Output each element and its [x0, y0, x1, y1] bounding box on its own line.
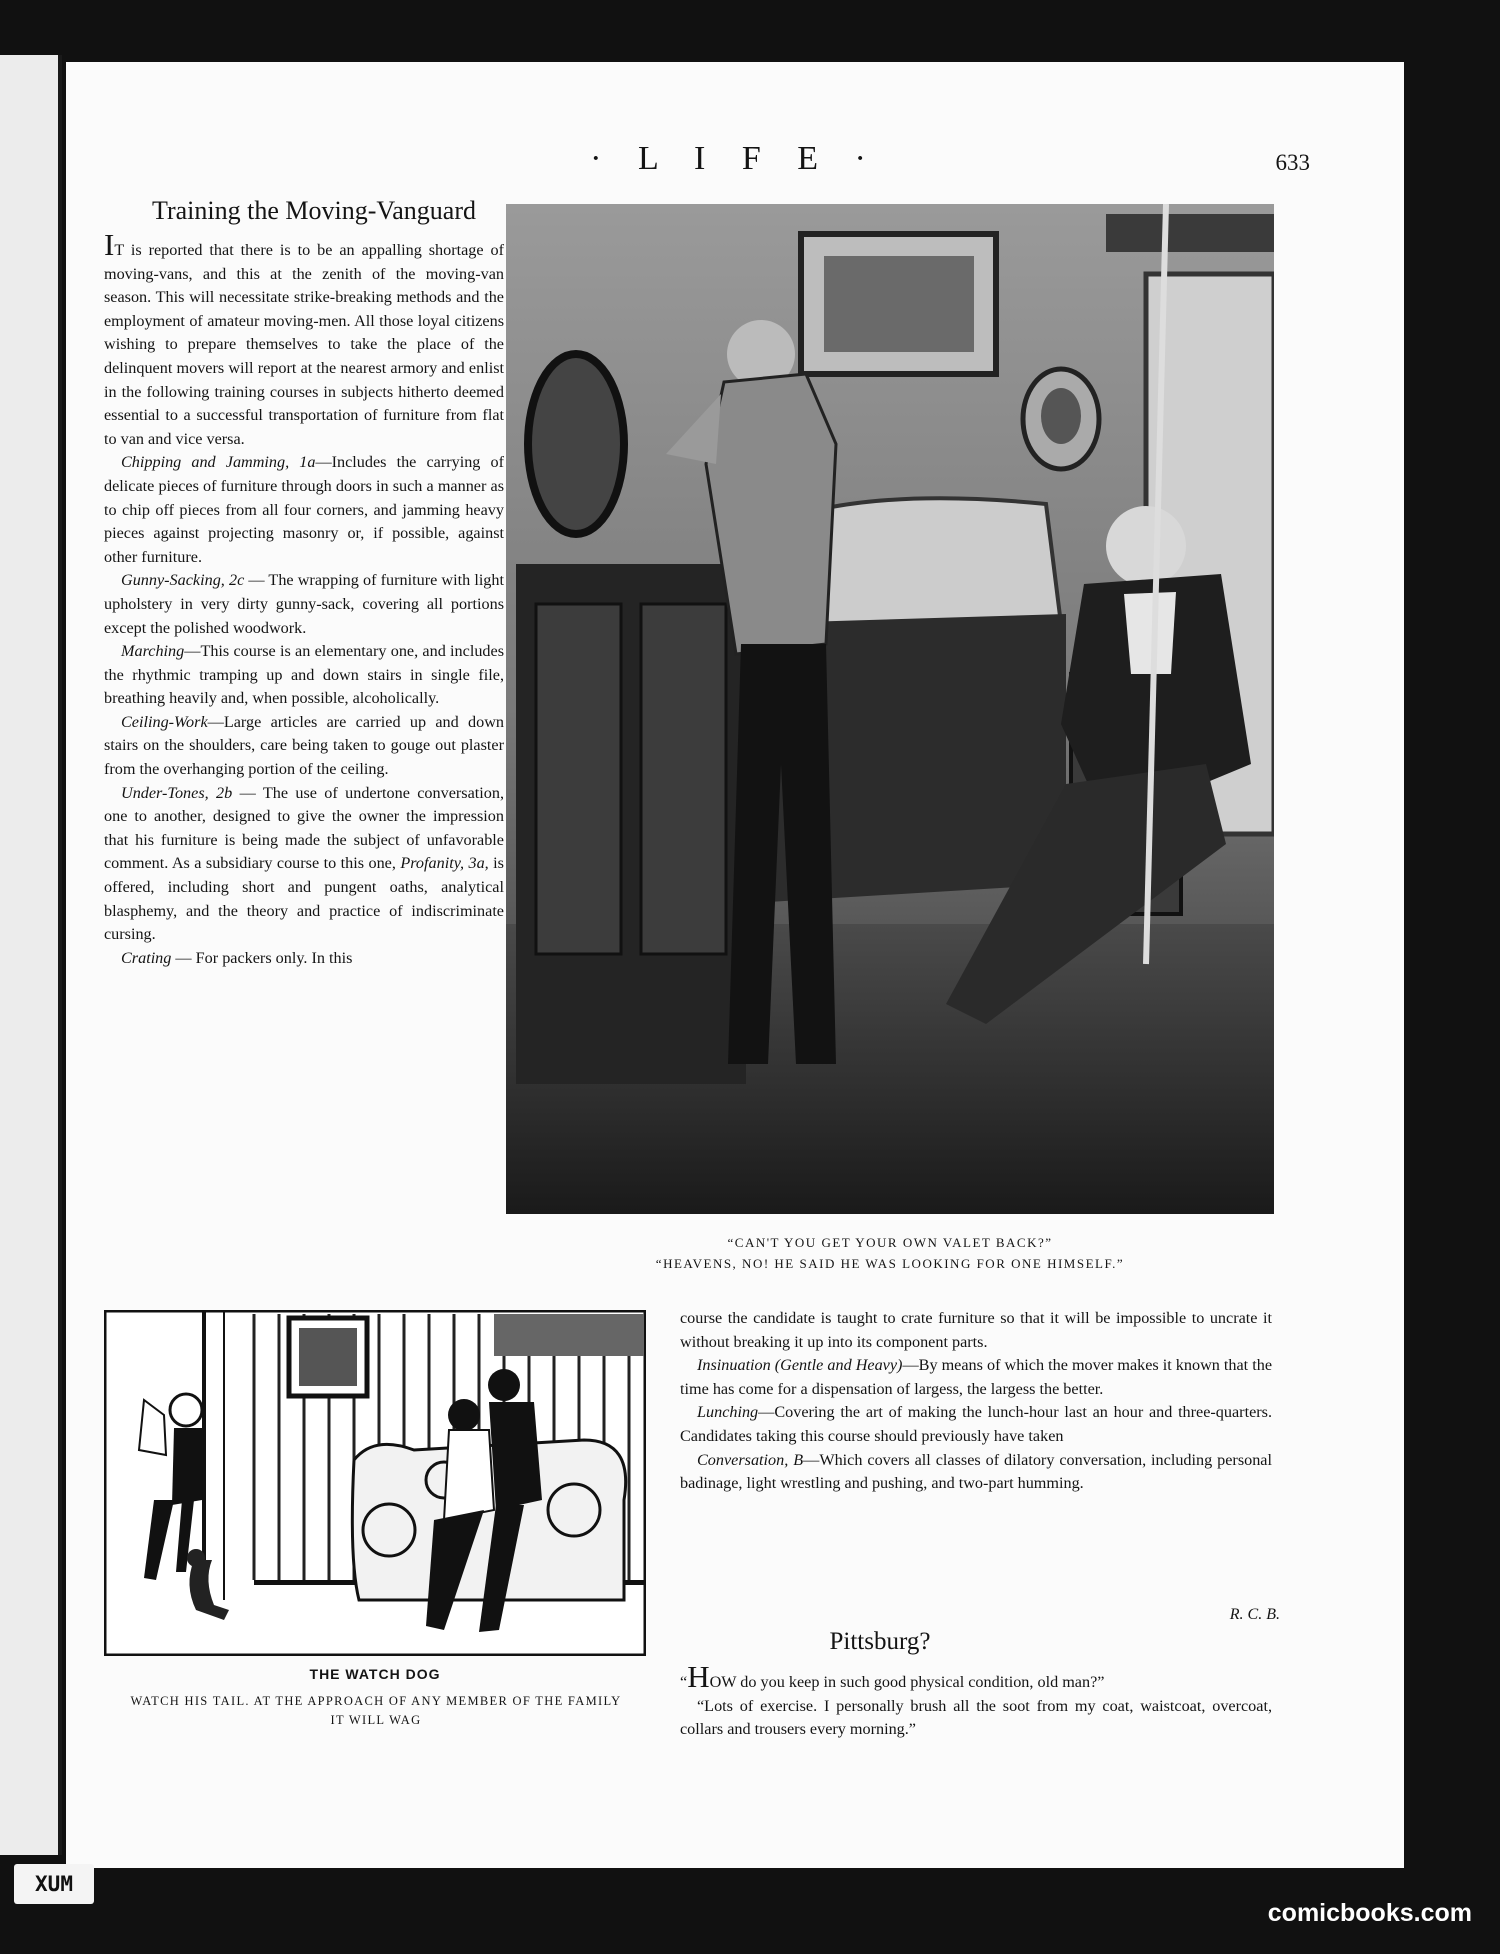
cartoon-title: THE WATCH DOG — [309, 1666, 441, 1682]
course-lunching: Lunching—Covering the art of making the lunch-hour last an hour and three-quarters. Candidates taking this course should previously have taken — [680, 1403, 1272, 1445]
caption-line-1: “CAN'T YOU GET YOUR OWN VALET BACK?” — [727, 1235, 1053, 1250]
illustration-drawing — [506, 204, 1274, 1214]
cartoon-caption: WATCH HIS TAIL. AT THE APPROACH OF ANY MEMBER OF THE FAMILY IT WILL WAG — [130, 1694, 622, 1727]
page-number: 633 — [1275, 150, 1310, 175]
watermark: comicbooks.com — [1267, 1899, 1472, 1927]
course-ceiling-work: Ceiling-Work—Large articles are carried up and down stairs on the shoulders, care being taken to gouge out plaster from the overhanging portion of the ceiling. — [104, 712, 504, 779]
dropcap: I — [104, 227, 115, 262]
course-marching: Marching—This course is an elementary one, and includes the rhythmic tramping up and down stairs in single file, breathing heavily and, when possible, alcoholically. — [104, 642, 504, 708]
pittsburg-line-1: “HOW do you keep in such good physical condition, old man?” — [680, 1659, 1105, 1694]
page-header-title: · L I F E · — [590, 140, 880, 177]
course-insinuation: Insinuation (Gentle and Heavy)—By means of which the mover makes it known that the time has come for a dispensation of largess, the largess the better. — [680, 1356, 1273, 1398]
pittsburg-title: Pittsburg? — [829, 1628, 931, 1655]
course-crating: Crating — For packers only. In this — [121, 948, 353, 967]
cartoon-drawing — [104, 1310, 646, 1656]
cartoon-watch-dog — [104, 1310, 646, 1656]
illustration-caption — [506, 1232, 1274, 1274]
caption-line-2: “HEAVENS, NO! HE SAID HE WAS LOOKING FOR ONE HIMSELF.” — [655, 1256, 1125, 1271]
corner-tag: XUM — [14, 1864, 94, 1904]
course-under-tones: Under-Tones, 2b — The use of undertone conversation, one to another, designed to give the owner the impression that his furniture is being made the subject of unfavorable comment. As a subsidiary course to this one, Profanity, 3a, is offered, including short and pungent oaths, analytical blasphemy, and the theory and practice of indiscriminate cursing. — [104, 783, 504, 944]
course-gunny-sacking: Gunny-Sacking, 2c — The wrapping of furniture with light upholstery in very dirty gunny-sack, covering all portions except the polished woodwork. — [104, 571, 504, 637]
pittsburg-line-2: “Lots of exercise. I personally brush all the soot from my coat, waistcoat, overcoat, collars and trousers every morning.” — [680, 1696, 1272, 1739]
pittsburg-dropcap: H — [687, 1659, 710, 1694]
article-intro: IT is reported that there is to be an appalling shortage of moving-vans, and this at the zenith of the moving-van season. This will necessitate strike-breaking methods and the employment of amateur moving-men. All those loyal citizens wishing to prepare themselves to take the place of the delinquent movers will report at the nearest armory and enlist in the following training courses in subjects hitherto deemed essential to a successful transportation of furniture from flat to van and vice versa. — [104, 227, 504, 448]
course-chipping: Chipping and Jamming, 1a—Includes the carrying of delicate pieces of furniture through doors in such a manner as to chip off pieces from all four corners, and jamming heavy pieces against projecting masonry or, if possible, against other furniture. — [104, 453, 504, 566]
illustration-valet — [506, 204, 1274, 1214]
course-conversation: Conversation, B—Which covers all classes of dilatory conversation, including personal badinage, light wrestling and pushing, and two-part humming. — [680, 1450, 1272, 1493]
article-column-left — [104, 227, 504, 970]
magazine-page — [66, 62, 1404, 1868]
facing-page-edge — [0, 55, 62, 1855]
article-title: Training the Moving-Vanguard — [151, 196, 476, 225]
course-crating-cont: course the candidate is taught to crate furniture so that it will be impossible to uncrate it without breaking it up into its component parts. — [680, 1309, 1272, 1351]
article-column-right — [680, 1307, 1272, 1496]
pittsburg-body — [680, 1659, 1272, 1742]
article-signature: R. C. B. — [1229, 1606, 1280, 1623]
